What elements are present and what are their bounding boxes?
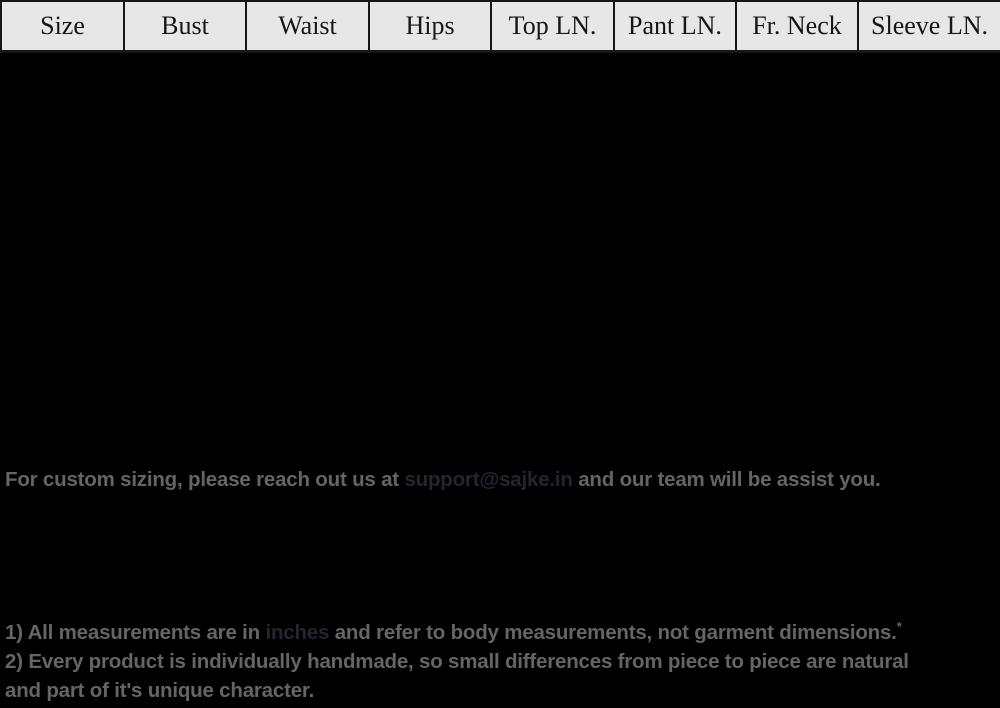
column-header-top-length: Top LN. <box>491 1 614 52</box>
note-measurements-prefix: 1) All measurements are in <box>5 621 266 644</box>
column-header-size: Size <box>1 1 124 52</box>
footnote-asterisk: * <box>896 619 902 635</box>
note-handmade-line1: 2) Every product is individually handmade, so small differences from piece to piece are natural <box>5 650 909 673</box>
size-chart-table-body-unrendered <box>0 53 1000 708</box>
size-chart-header-row <box>1 1 1000 52</box>
column-header-sleeve-length: Sleeve LN. <box>858 1 1000 52</box>
note-measurements-suffix: and refer to body measurements, not garment dimensions. <box>329 621 897 644</box>
support-email-link[interactable]: support@sajke.in <box>404 468 573 491</box>
measurement-notes <box>5 618 909 705</box>
column-header-bust: Bust <box>124 1 246 52</box>
column-header-front-neck: Fr. Neck <box>736 1 858 52</box>
column-header-waist: Waist <box>246 1 369 52</box>
column-header-pant-length: Pant LN. <box>614 1 736 52</box>
note-inches-highlight: inches <box>265 621 330 644</box>
column-header-hips: Hips <box>369 1 491 52</box>
custom-sizing-note-prefix: For custom sizing, please reach out us at <box>5 468 405 491</box>
custom-sizing-note-suffix: and our team will be assist you. <box>572 468 881 491</box>
note-handmade-line2: and part of it's unique character. <box>5 679 315 702</box>
size-chart-table <box>0 0 1000 53</box>
note-measurements <box>5 618 909 647</box>
custom-sizing-note <box>5 468 881 492</box>
